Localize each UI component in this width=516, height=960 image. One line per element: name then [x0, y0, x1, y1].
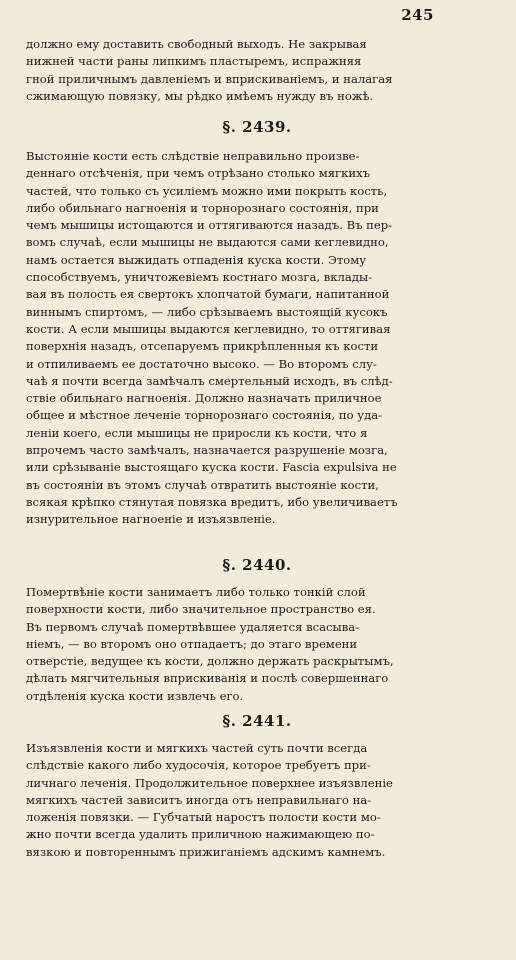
text-line: въ состоянiи въ этомъ случаѣ отвратить выстоянiе кости, [26, 477, 379, 492]
paragraph-2439 [26, 148, 488, 529]
text-line: жно почти всегда удалить приличною нажимающею по- [26, 827, 375, 842]
section-heading-2441: §. 2441. [222, 712, 292, 730]
text-line: частей, что только съ усилiемъ можно ими покрыть кость, [26, 183, 388, 198]
text-line: ленiи коего, если мышицы не приросли къ кости, что я [26, 425, 368, 440]
text-line: сжимающую повязку, мы рѣдко имѣемъ нужду въ ножѣ. [26, 88, 374, 103]
text-line: нижней части раны липкимъ пластыремъ, испражняя [26, 54, 362, 69]
section-heading-2439: §. 2439. [222, 118, 292, 136]
text-line: чаѣ я почти всегда замѣчалъ смертельный исходъ, въ слѣд- [26, 373, 393, 388]
text-line: намъ остается выжидать отпаденiя куска кости. Этому [26, 252, 367, 267]
text-line: Изъязвленiя кости и мягкихъ частей суть почти всегда [26, 741, 368, 755]
text-line: впрочемъ часто замѣчалъ, назначается разрушенiе мозга, [26, 443, 388, 458]
paragraph-2440 [26, 584, 488, 705]
paragraph-2441 [26, 740, 488, 861]
paragraph-continuation [26, 36, 488, 105]
text-line: Выстоянiе кости есть слѣдствiе неправильно произве- [26, 149, 360, 163]
text-line: вомъ случаѣ, если мышицы не выдаются сами кеглевидно, [26, 235, 389, 250]
text-line: поверхности кости, либо значительное пространство ея. [26, 602, 376, 617]
text-line: вязкою и повтореннымъ прижиганiемъ адскимъ камнемъ. [26, 844, 386, 859]
text-line: дѣлать мягчительныя вприскиванiя и послѣ совершеннаго [26, 671, 389, 686]
text-line: мягкихъ частей зависитъ иногда отъ неправильнаго на- [26, 792, 372, 807]
text-line: чемъ мышицы истощаются и оттягиваются назадъ. Въ пер- [26, 218, 393, 233]
text-line: отдѣленiя куска кости извлечь его. [26, 688, 244, 703]
text-line: и отпиливаемъ ее достаточно высоко. — Во второмъ слу- [26, 356, 377, 371]
text-line: личнаго леченiя. Продолжительное поверхнее изъязвленiе [26, 775, 393, 790]
text-line: деннаго отсѣченiя, при чемъ отрѣзано столько мягкихъ [26, 166, 371, 181]
text-line: Въ первомъ случаѣ помертвѣвшее удаляется всасыва- [26, 619, 360, 634]
text-line: слѣдствiе какого либо худосочiя, которое требуетъ при- [26, 758, 371, 773]
text-line: поверхнiя назадъ, отсепаруемъ прикрѣпленныя къ кости [26, 339, 379, 354]
text-line: гной приличнымъ давленiемъ и вприскиванiемъ, и налагая [26, 71, 393, 86]
text-line: ствiе обильнаго нагноенiя. Должно назначать приличное [26, 391, 382, 406]
text-line: всякая крѣпко стянутая повязка вредитъ, ибо увеличиваетъ [26, 494, 398, 509]
text-line: ложенiя повязки. — Губчатый наростъ полости кости мо- [26, 810, 381, 825]
text-line: Помертвѣнiе кости занимаетъ либо только тонкiй слой [26, 585, 366, 599]
text-line: изнурительное нагноенiе и изъязвленiе. [26, 512, 276, 527]
page-number: 245 [401, 6, 434, 24]
section-heading-2440: §. 2440. [222, 556, 292, 574]
text-line: должно ему доставить свободный выходъ. Не закрывая [26, 37, 367, 51]
text-line: отверстiе, ведущее къ кости, должно держать раскрытымъ, [26, 654, 394, 669]
text-line: кости. А если мышицы выдаются кеглевидно, то оттягивая [26, 321, 391, 336]
text-line: или срѣзыванiе выстоящаго куска кости. Fascia expulsiva не [26, 460, 397, 475]
text-line: виннымъ спиртомъ, — либо срѣзываемъ выстоящiй кусокъ [26, 304, 388, 319]
text-line: способствуемъ, уничтожевiемъ костнаго мозга, вклады- [26, 270, 373, 285]
text-line: нiемъ, — во второмъ оно отпадаетъ; до этаго времени [26, 636, 358, 651]
text-line: либо обильнаго нагноенiя и торнорознаго состоянiя, при [26, 200, 379, 215]
text-line: общее и мѣстное леченiе торнорознаго состоянiя, по уда- [26, 408, 383, 423]
text-line: вая въ полость ея свертокъ хлопчатой бумаги, напитанной [26, 287, 390, 302]
